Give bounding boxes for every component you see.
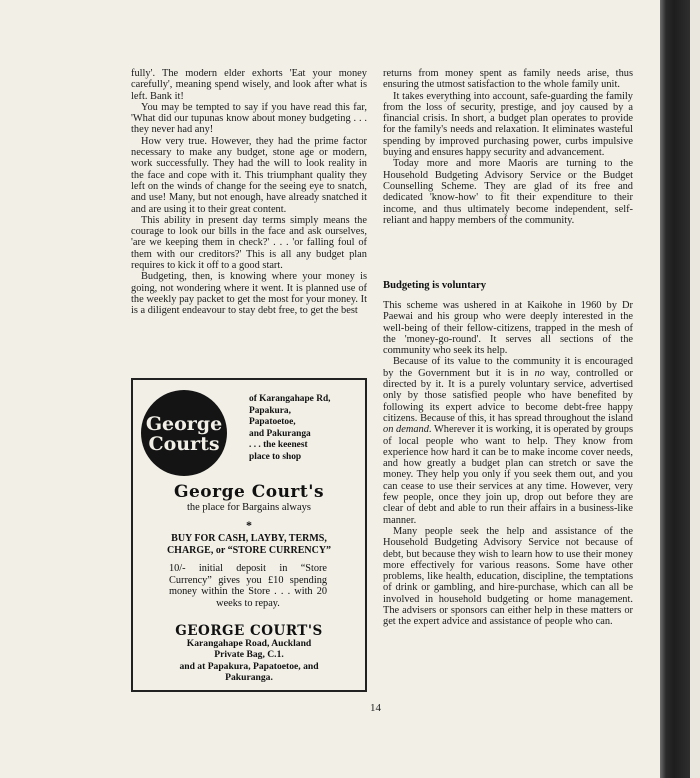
advert-store-name-caps: GEORGE COURT'S	[175, 623, 323, 639]
facing-page-edge	[690, 0, 700, 778]
section-heading: Budgeting is voluntary	[383, 280, 487, 291]
paragraph: returns from money spent as family needs arise, thus ensuring the utmost satisfaction to the whole family unit.	[383, 68, 633, 91]
advert-star-divider: *	[246, 518, 252, 532]
george-courts-advert	[131, 378, 367, 692]
advert-deposit-offer: 10/- initial deposit in “Store Currency” gives you £10 spending money within the Store . . . with 20 weeks to repay.	[169, 563, 327, 609]
paragraph: This ability in present day terms simply means the courage to look our bills in the face and ask ourselves, 'are we keeping them in check?' . . . 'or falling foul of them with our creditors?' This is all any budget plan requires to kick it off to a good start.	[131, 214, 367, 272]
paragraph: This scheme was ushered in at Kaikohe in 1960 by Dr Paewai and his group who were deeply interested in the well-being of their fellow-citizens, trapped in the mesh of the 'money-go-round'. It serves all sections of the community who seek its help.	[383, 300, 633, 357]
paragraph: How very true. However, they had the prime factor necessary to make any budget, stone age or modern, work successfully. They had the will to look reality in the face and cope with it. This triumphant quality they left on the winds of change for the seeing eye to snatch, and use! Many, but not enough, have already snatched it and are using it to their great content.	[131, 135, 367, 215]
paragraph: Many people seek the help and assistance of the Household Budgeting Advisory Service not because of debt, but because they wish to learn how to use their money more effectively for various reasons. Some have other problems, like health, education, discipline, the temptations of drink or gambling, and hire-purchase, which can all be involved in household budgeting or home management. The advisers or sponsors can either help in these matters or get the expert advice and assistance of people who can.	[383, 525, 633, 628]
paragraph: Budgeting, then, is knowing where your money is going, not wondering where it went. It is planned use of the weekly pay packet to get the most for your money. It is a diligent endeavour to stay debt free, to get the best	[131, 271, 367, 317]
left-column	[131, 68, 367, 317]
george-courts-logo: George Courts	[141, 390, 227, 476]
paragraph: It takes everything into account, safe-guarding the family from the loss of security, prestige, and joy caused by a financial crisis. In short, a budget plan operates to provide for the family's needs and relaxation. It eliminates wasteful spending by improved purchasing power, curbs impulsive buying and ensures happy security and advancement.	[383, 90, 633, 159]
paragraph: Today more and more Maoris are turning to the Household Budgeting Advisory Service or the Budget Counselling Scheme. They are glad of its free and dedicated 'know-how' to fit their expenditure to their income, and thus ultimately become independent, self-reliant and happy members of the community.	[383, 158, 633, 226]
right-column-top	[383, 68, 633, 226]
right-column-bottom	[383, 300, 633, 628]
advert-store-name: George Court's	[173, 482, 325, 502]
paragraph: You may be tempted to say if you have read this far, 'What did our tupunas know about money budgeting . . . they never had any!	[131, 101, 367, 136]
advert-address: Karangahape Road, Auckland Private Bag, C.1. and at Papakura, Papatoetoe, and Pakuranga.	[179, 638, 319, 684]
paragraph: fully'. The modern elder exhorts 'Eat your money carefully', meaning spend wisely, and look after what is left. Bank it!	[131, 68, 367, 102]
paragraph: Because of its value to the community it is encouraged by the Government but it is in no way, controlled or directed by it. It is a purely voluntary service, advertised only by those satisfied people who have benefited by following its expert advice to become debt-free happy citizens. Because of this, it has spread throughout the island on demand. Wherever it is working, it is operated by groups of local people who want to help. They know from experience how hard it can be to make income cover needs, and how greatly a budget plan can stretch or save the money. They help you only if you seek them out, and you can cease to use their services at any time. However, very few people, once they join up, drop out before they are clear of debt and able to run their affairs in a business-like manner.	[383, 356, 633, 526]
advert-payment-options: BUY FOR CASH, LAYBY, TERMS, CHARGE, or “STORE CURRENCY”	[166, 533, 332, 556]
advert-shop-list: of Karangahape Rd, Papakura, Papatoetoe, and Pakuranga . . . the keenest place to shop	[249, 394, 331, 462]
page-number: 14	[370, 702, 381, 714]
advert-tagline: the place for Bargains always	[186, 502, 311, 513]
